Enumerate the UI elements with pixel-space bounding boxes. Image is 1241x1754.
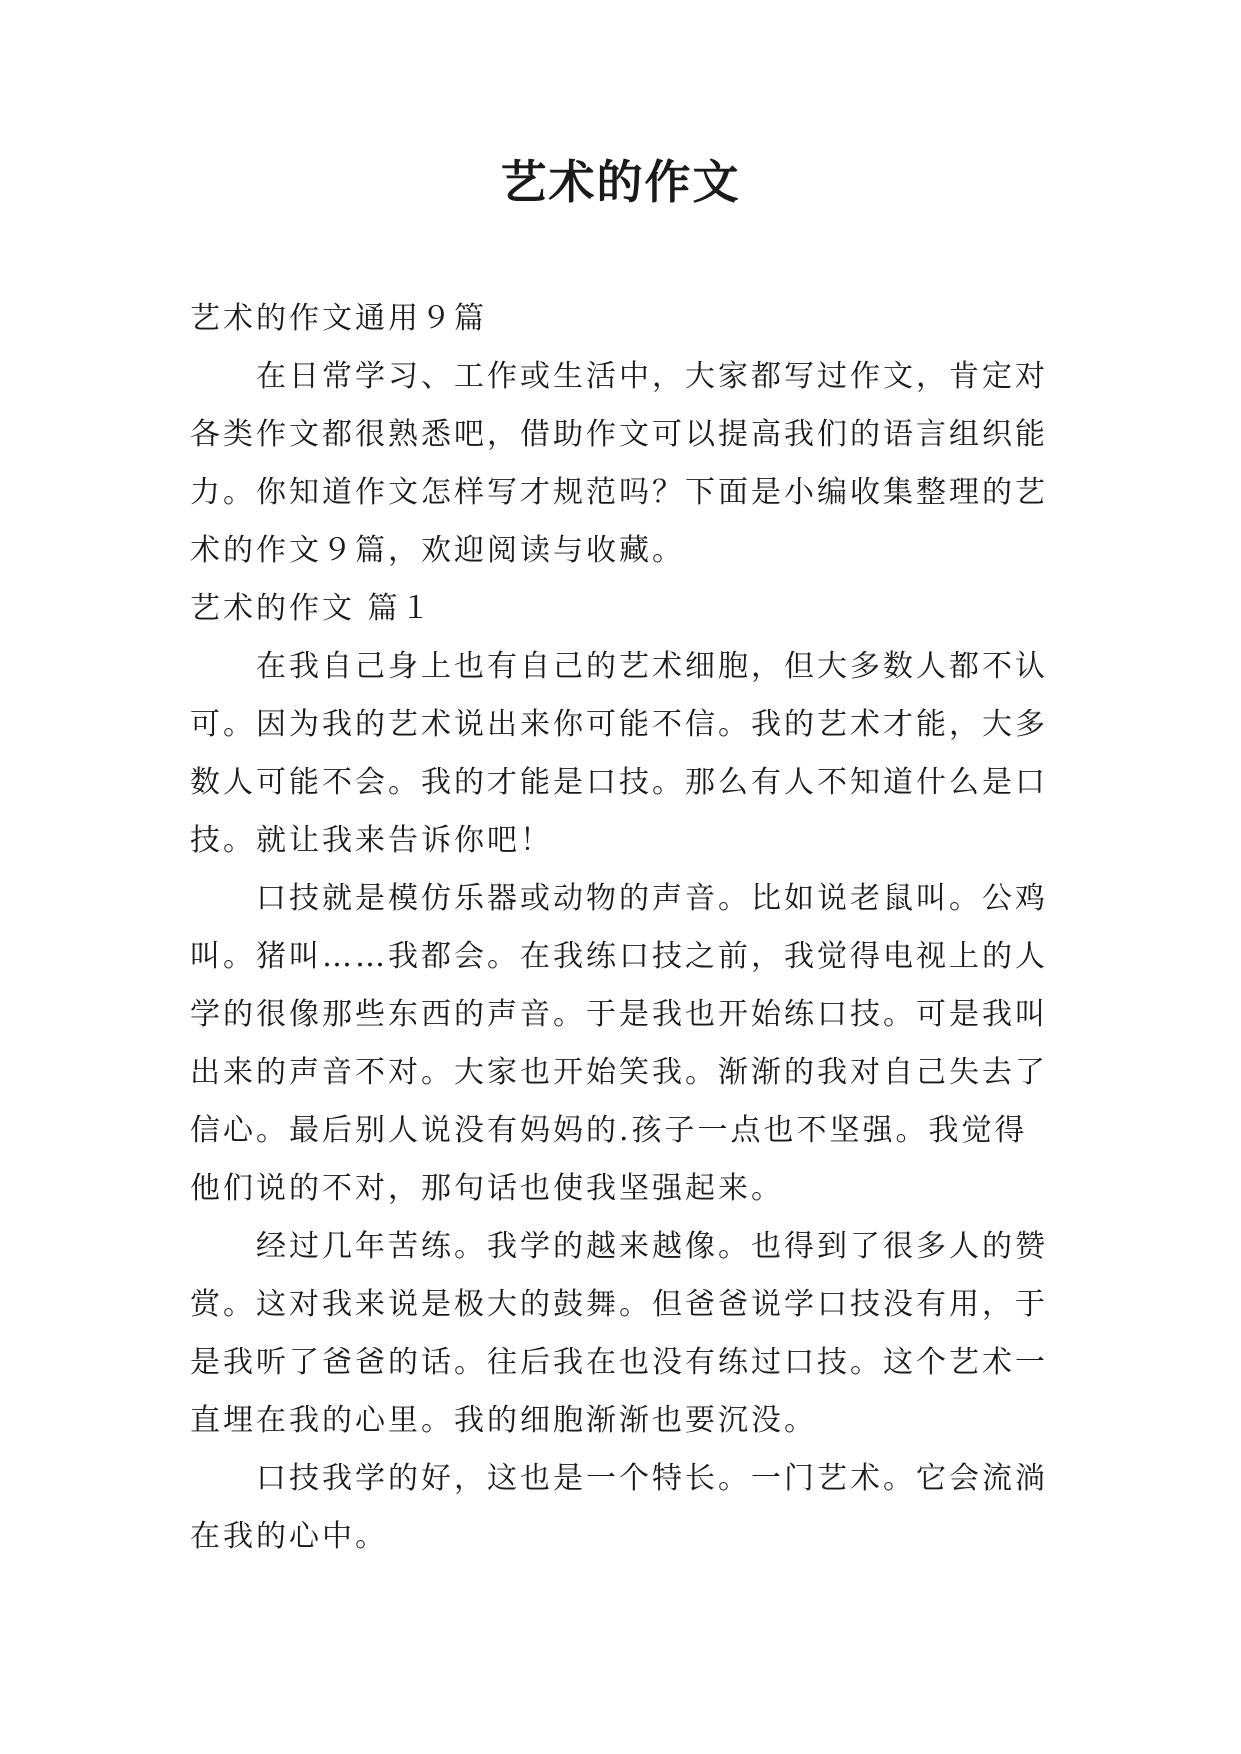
text-line: 口技我学的好，这也是一个特长。一门艺术。它会流淌: [256, 1461, 1048, 1496]
text-line: 赏。这对我来说是极大的鼓舞。但爸爸说学口技没有用，于: [190, 1287, 1048, 1322]
text-line: 数人可能不会。我的才能是口技。那么有人不知道什么是口: [190, 765, 1048, 800]
text-line: 各类作文都很熟悉吧，借助作文可以提高我们的语言组织能: [190, 417, 1048, 452]
text-line: 技。就让我来告诉你吧！: [190, 823, 553, 858]
text-line: 叫。猪叫……我都会。在我练口技之前，我觉得电视上的人: [190, 939, 1048, 974]
body-paragraph: [190, 638, 1052, 870]
body-paragraph: [190, 1450, 1052, 1566]
text-line: 在我的心中。: [190, 1519, 388, 1554]
text-line: 在我自己身上也有自己的艺术细胞，但大多数人都不认: [256, 649, 1048, 684]
document-body: [190, 290, 1052, 1566]
text-line: 在日常学习、工作或生活中，大家都写过作文，肯定对: [256, 359, 1048, 394]
text-line: 出来的声音不对。大家也开始笑我。渐渐的我对自己失去了: [190, 1055, 1048, 1090]
document-title: 艺术的作文: [500, 155, 741, 209]
text-line: 直埋在我的心里。我的细胞渐渐也要沉没。: [190, 1403, 817, 1438]
text-line: 信心。最后别人说没有妈妈的.孩子一点也不坚强。我觉得: [190, 1113, 1028, 1148]
text-line: 术的作文９篇，欢迎阅读与收藏。: [190, 533, 685, 568]
body-paragraph: [190, 870, 1052, 1218]
text-line: 是我听了爸爸的话。往后我在也没有练过口技。这个艺术一: [190, 1345, 1048, 1380]
intro-paragraph: [190, 348, 1052, 580]
section-heading: 艺术的作文 篇１: [190, 591, 434, 626]
text-line: 经过几年苦练。我学的越来越像。也得到了很多人的赞: [256, 1229, 1048, 1264]
text-line: 口技就是模仿乐器或动物的声音。比如说老鼠叫。公鸡: [256, 881, 1048, 916]
text-line: 他们说的不对，那句话也使我坚强起来。: [190, 1171, 784, 1206]
text-line: 学的很像那些东西的声音。于是我也开始练口技。可是我叫: [190, 997, 1048, 1032]
text-line: 力。你知道作文怎样写才规范吗？下面是小编收集整理的艺: [190, 475, 1048, 510]
text-line: 可。因为我的艺术说出来你可能不信。我的艺术才能，大多: [190, 707, 1048, 742]
body-paragraph: [190, 1218, 1052, 1450]
document-subtitle: 艺术的作文通用９篇: [190, 301, 487, 336]
